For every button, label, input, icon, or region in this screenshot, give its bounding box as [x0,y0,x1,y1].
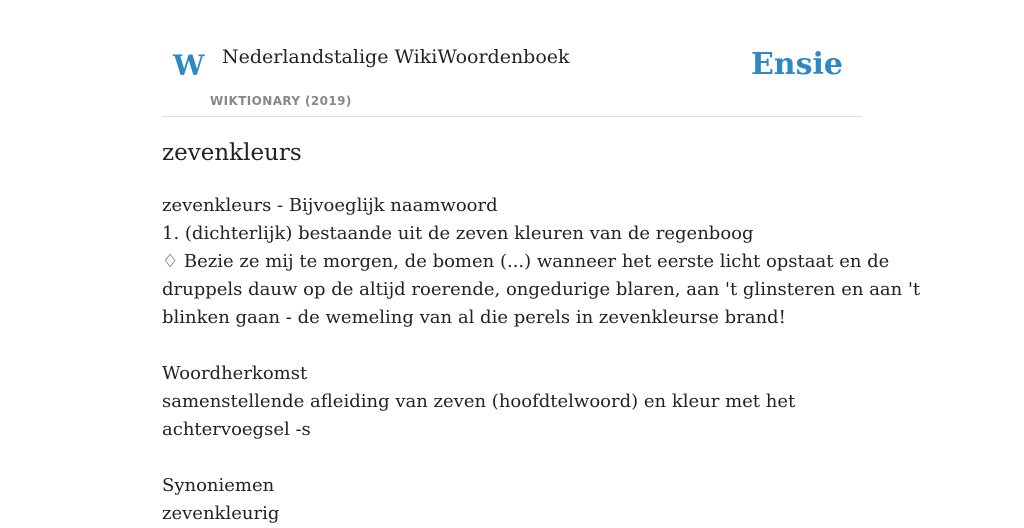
etymology-line: samenstellende afleiding van zeven (hoofdtelwoord) en kleur met het [162,391,796,412]
wiktionary-logo-icon[interactable]: W [173,49,205,82]
entry-body [162,192,921,528]
ensie-logo[interactable]: Ensie [750,47,843,82]
etymology-heading: Woordherkomst [162,363,308,384]
part-of-speech-line: zevenkleurs - Bijvoeglijk naamwoord [162,195,498,216]
definition-line: 1. (dichterlijk) bestaande uit de zeven kleuren van de regenboog [162,223,754,244]
source-header [162,0,862,117]
example-line: blinken gaan - de wemeling van al die perels in zevenkleurse brand! [162,307,786,328]
synonym-item: zevenkleurig [162,503,280,524]
example-line: ♢ Bezie ze mij te morgen, de bomen (...) wanneer het eerste licht opstaat en de [162,251,890,272]
synonyms-heading: Synoniemen [162,475,275,496]
source-title[interactable]: Nederlandstalige WikiWoordenboek [222,46,570,68]
etymology-line: achtervoegsel -s [162,419,311,440]
source-subtitle: WIKTIONARY (2019) [210,94,352,108]
page-title: zevenkleurs [162,140,302,166]
spacer [162,444,862,472]
example-line: druppels dauw op de altijd roerende, ongedurige blaren, aan 't glinsteren en aan 't [162,279,921,300]
spacer [162,332,862,360]
